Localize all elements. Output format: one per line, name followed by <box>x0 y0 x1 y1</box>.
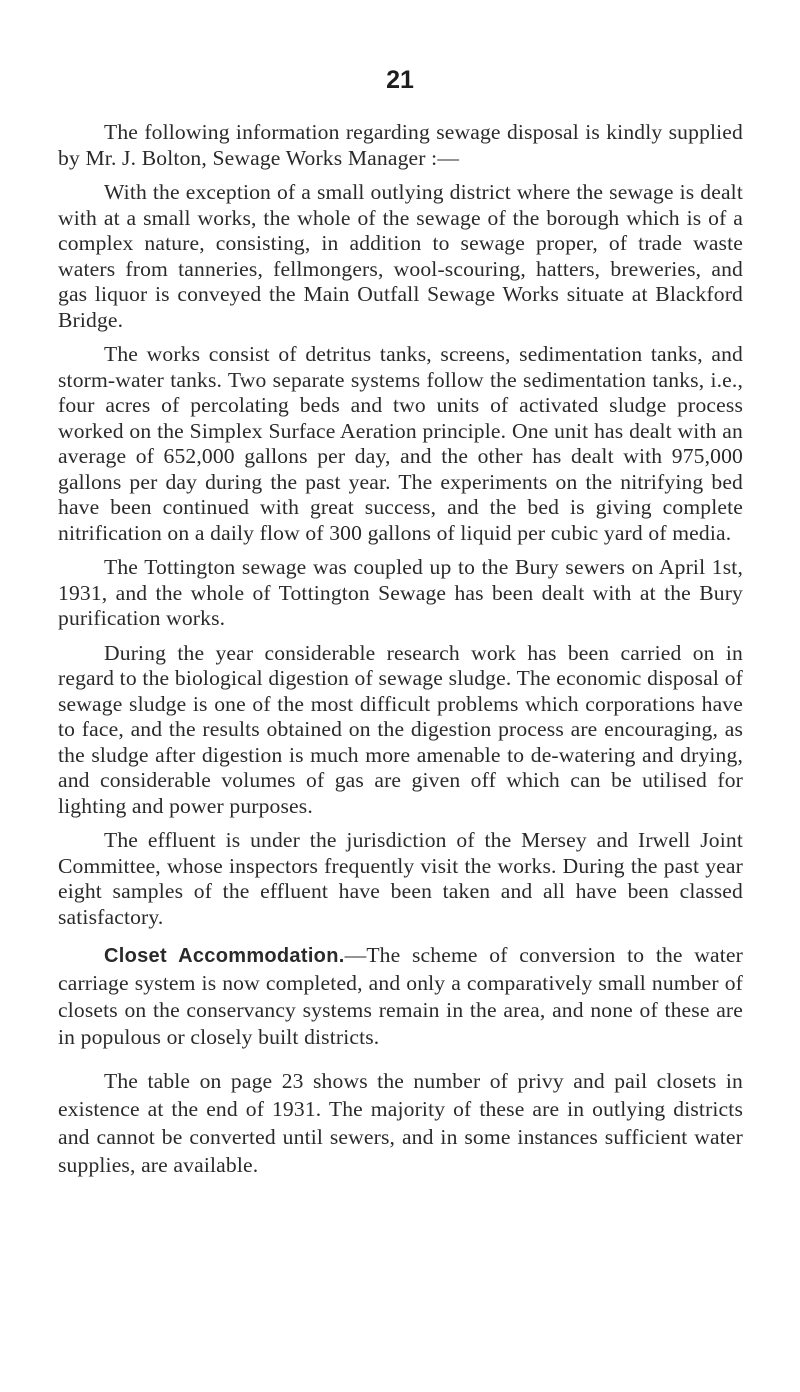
paragraph-effluent: The effluent is under the jurisdiction of the Mersey and Irwell Joint Committee, whose inspectors frequently visit the works. During the past year eight samples of the effluent have been taken and all have been classed satisfactory. <box>58 828 743 929</box>
paragraph-sludge-research: During the year considerable research work has been carried on in regard to the biological digestion of sewage sludge. The economic disposal of sewage sludge is one of the most difficult problems which corporations have to face, and the results obtained on the digestion process are encouraging, as the sludge after digestion is much more amenable to de-watering and drying, and considerable volumes of gas are given off which can be utilised for lighting and power purposes. <box>58 640 743 818</box>
section-heading-closet-accommodation: Closet Accommodation. <box>104 945 345 967</box>
closet-accommodation-text: —The scheme of conversion to the water carriage system is now completed, and only a comparatively small number of closets on the conservancy systems remain in the area, and none of these are in populous or closely built districts. <box>58 943 743 1049</box>
paragraph-privy-table: The table on page 23 shows the number of privy and pail closets in existence at the end of 1931. The majority of these are in outlying districts and cannot be converted until sewers, and in some instances sufficient water supplies, are available. <box>58 1069 743 1177</box>
paragraph-intro: The following information regarding sewage disposal is kindly supplied by Mr. J. Bolton, Sewage Works Manager :— <box>58 120 743 170</box>
body-text <box>58 120 743 1179</box>
paragraph-works-description: The works consist of detritus tanks, screens, sedimentation tanks, and storm-water tanks. Two separate systems follow the sedimentation tanks, i.e., four acres of percolating beds and two units of activated sludge process worked on the Simplex Surface Aeration principle. One unit has dealt with an average of 652,000 gallons per day, and the other has dealt with 975,000 gallons per day during the past year. The experiments on the nitrifying bed have been continued with great success, and the bed is giving complete nitrification on a daily flow of 300 gallons of liquid per cubic yard of media. <box>58 342 743 545</box>
paragraph-tottington: The Tottington sewage was coupled up to the Bury sewers on April 1st, 1931, and the whole of Tottington Sewage has been dealt with at the Bury purification works. <box>58 555 743 630</box>
paragraph-closet-accommodation <box>58 942 743 1051</box>
page-number: 21 <box>386 66 414 94</box>
paragraph-outfall-works: With the exception of a small outlying district where the sewage is dealt with at a small works, the whole of the sewage of the borough which is of a complex nature, consisting, in addition to sewage proper, of trade waste waters from tanneries, fellmongers, wool-scouring, hatters, breweries, and gas liquor is conveyed the Main Outfall Sewage Works situate at Blackford Bridge. <box>58 180 743 332</box>
